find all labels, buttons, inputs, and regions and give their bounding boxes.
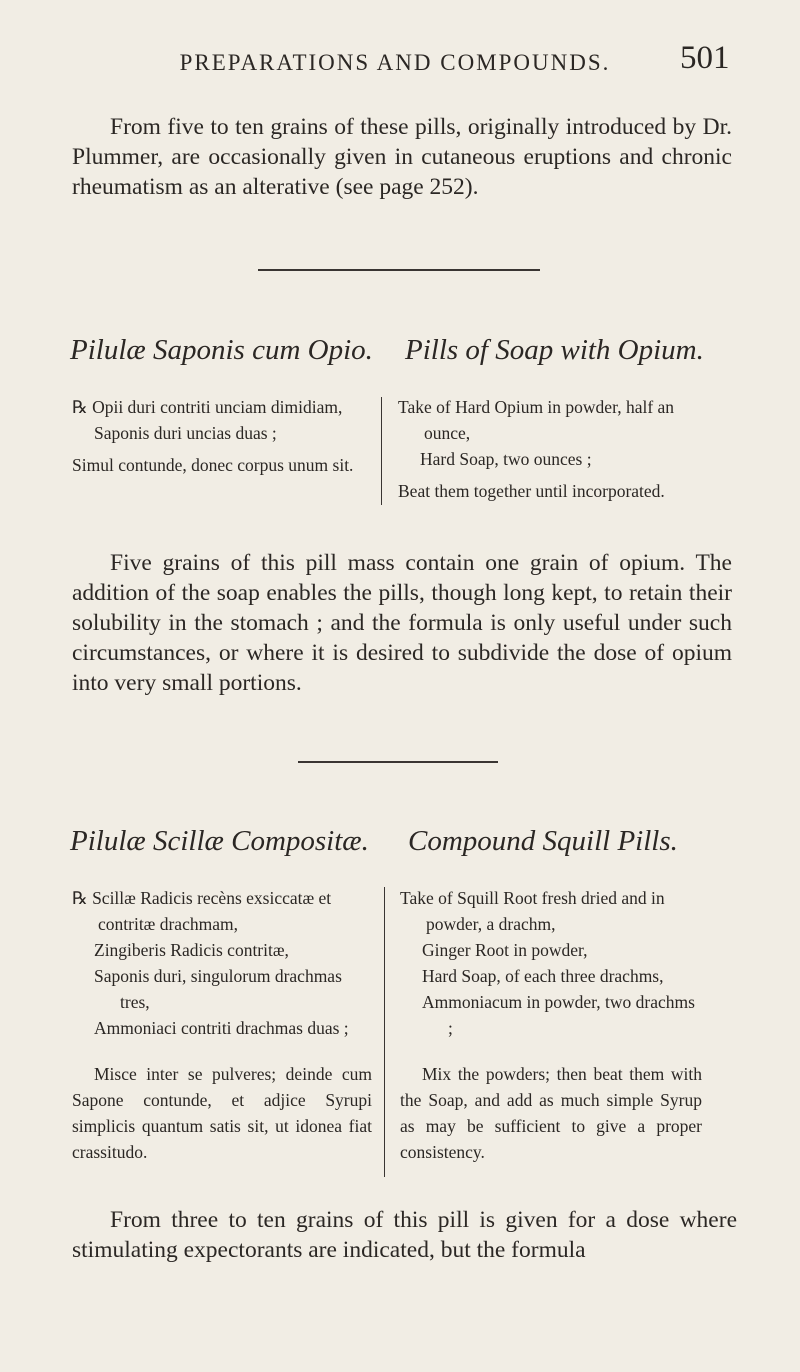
english-line: Hard Soap, of each three drachms,: [422, 966, 664, 986]
latin-line: Saponis duri uncias duas ;: [94, 423, 277, 443]
latin-line: Simul contunde, donec corpus unum sit.: [72, 455, 354, 475]
intro-text: From five to ten grains of these pills, originally introduced by Dr. Plummer, are occasionally given in cutaneous eruptions and chronic rheumatism as an alterative (see page 252).: [72, 114, 732, 200]
note-text: From three to ten grains of this pill is given for a dose where stimulating expectorants are indicated, but the formula: [72, 1207, 737, 1263]
section2-english-title: Compound Squill Pills.: [408, 825, 678, 857]
section1-latin-recipe: [72, 394, 372, 478]
section1-note: [72, 548, 732, 698]
english-line: Take of Squill Root fresh dried and in powder, a drachm,: [400, 888, 665, 934]
english-line: Ammoniacum in powder, two drachms ;: [422, 992, 695, 1038]
column-divider: [384, 887, 385, 1177]
english-line: Ginger Root in powder,: [422, 940, 588, 960]
latin-line: ℞ Opii duri contriti unciam dimidiam,: [72, 397, 343, 417]
page-number: 501: [680, 40, 730, 76]
section1-english-recipe: [398, 394, 698, 504]
latin-line: Saponis duri, singulorum drachmas tres,: [94, 966, 342, 1012]
english-line: Beat them together until incorporated.: [398, 481, 665, 501]
english-line: Hard Soap, two ounces ;: [420, 449, 592, 469]
note-text: Five grains of this pill mass contain one grain of opium. The addition of the soap enables the pills, though long kept, to retain their solubility in the stomach ; and the formula is only useful under such circumstances, or where it is desired to subdivide the dose of opium into very small portions.: [72, 550, 732, 696]
english-line: Mix the powders; then beat them with the Soap, and add as much simple Syrup as may be sufficient to give a proper consistency.: [400, 1064, 702, 1162]
section1-latin-title: Pilulæ Saponis cum Opio.: [70, 334, 373, 366]
latin-line: ℞ Scillæ Radicis recèns exsiccatæ et contritæ drachmam,: [72, 888, 332, 934]
english-line: Take of Hard Opium in powder, half an ounce,: [398, 397, 675, 443]
latin-line: Zingiberis Radicis contritæ,: [94, 940, 289, 960]
latin-line: Ammoniaci contriti drachmas duas ;: [94, 1018, 349, 1038]
section2-english-recipe: [400, 885, 702, 1165]
intro-paragraph: [72, 112, 732, 202]
section2-latin-title: Pilulæ Scillæ Compositæ.: [70, 825, 369, 857]
section2-note: [72, 1205, 737, 1265]
latin-line: Misce inter se pulveres; deinde cum Sapone contunde, et adjice Syrupi simplicis quantum satis sit, ut idonea fiat crassitudo.: [72, 1064, 372, 1162]
section2-latin-recipe: [72, 885, 372, 1165]
section-divider: [298, 761, 498, 763]
section1-english-title: Pills of Soap with Opium.: [405, 334, 704, 366]
running-header: PREPARATIONS AND COMPOUNDS.: [179, 50, 611, 75]
column-divider: [381, 397, 382, 505]
section-divider: [258, 269, 540, 271]
